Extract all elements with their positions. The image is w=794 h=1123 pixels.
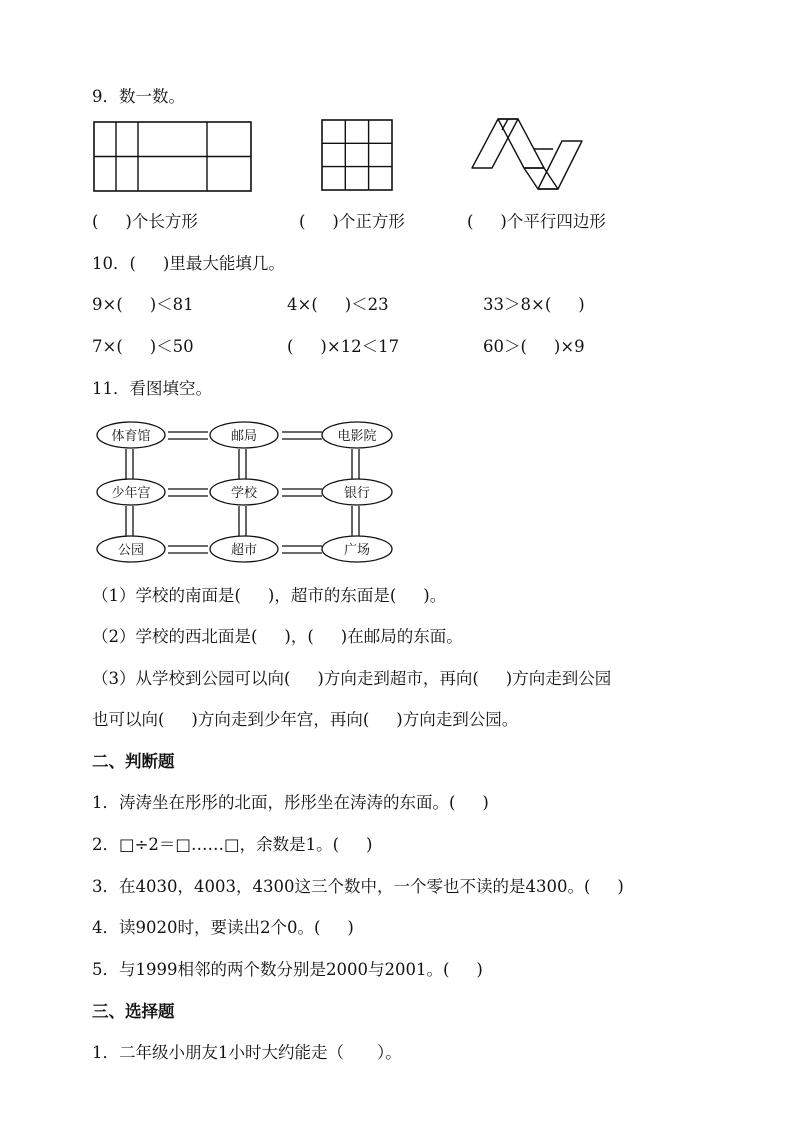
q10-title: 10．( )里最大能填几。	[92, 254, 285, 273]
q10-item: 7×( )＜50	[92, 337, 194, 356]
map-node-post-office: 邮局	[230, 429, 258, 444]
judge-item: 1．涛涛坐在彤彤的北面，彤彤坐在涛涛的东面。( )	[92, 793, 489, 812]
q9-caption-squares: ( )个正方形	[299, 212, 405, 231]
parallelograms-figure	[470, 116, 584, 194]
squares-figure	[320, 118, 394, 192]
judge-item: 5．与1999相邻的两个数分别是2000与2001。( )	[92, 960, 483, 979]
direction-map	[96, 418, 396, 568]
section2-heading: 二、判断题	[92, 752, 175, 771]
q11-sub2: （2）学校的西北面是( )，( )在邮局的东面。	[92, 627, 463, 646]
section3-heading: 三、选择题	[92, 1002, 175, 1021]
map-node-youth-palace: 少年宫	[111, 486, 151, 501]
map-node-bank: 银行	[343, 486, 371, 501]
q10-item: 9×( )＜81	[92, 295, 194, 314]
map-node-gym: 体育馆	[111, 429, 151, 444]
choice-item: 1．二年级小朋友1小时大约能走（ ）。	[92, 1043, 402, 1062]
map-node-supermarket: 超市	[230, 543, 258, 558]
q9-caption-parallelograms: ( )个平行四边形	[467, 212, 606, 231]
q9-title: 9．数一数。	[92, 87, 185, 106]
q9-caption-rectangles: ( )个长方形	[92, 212, 198, 231]
map-node-park: 公园	[117, 543, 145, 558]
judge-item: 2．□÷2＝□……□，余数是1。( )	[92, 835, 373, 854]
map-node-square: 广场	[343, 543, 371, 558]
map-node-cinema: 电影院	[337, 429, 377, 444]
rectangles-figure	[92, 120, 254, 194]
q10-item: 4×( )＜23	[287, 295, 389, 314]
q10-item: ( )×12＜17	[287, 337, 400, 356]
q11-sub3a: （3）从学校到公园可以向( )方向走到超市，再向( )方向走到公园	[92, 669, 612, 688]
map-node-school: 学校	[230, 486, 258, 501]
q11-sub1: （1）学校的南面是( )，超市的东面是( )。	[92, 586, 447, 605]
q11-sub3b: 也可以向( )方向走到少年宫，再向( )方向走到公园。	[92, 710, 519, 729]
judge-item: 4．读9020时，要读出2个0。( )	[92, 918, 354, 937]
q11-title: 11．看图填空。	[92, 379, 212, 398]
judge-item: 3．在4030，4003，4300这三个数中，一个零也不读的是4300。( )	[92, 877, 624, 896]
q10-item: 33＞8×( )	[483, 295, 585, 314]
q10-item: 60＞( )×9	[483, 337, 585, 356]
